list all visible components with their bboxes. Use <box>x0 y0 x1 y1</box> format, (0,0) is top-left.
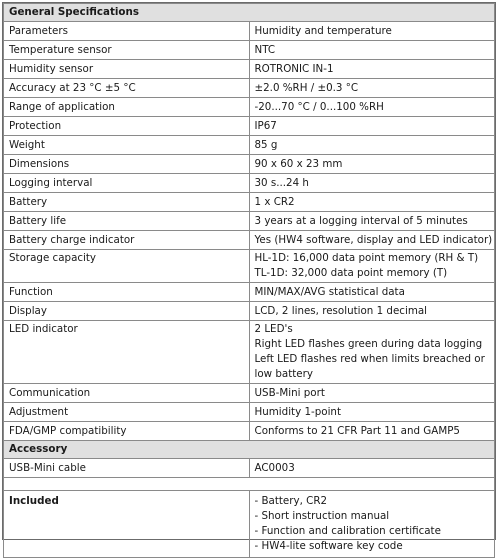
spec-value-line: Left LED flashes red when limits breached or <box>254 353 485 365</box>
spec-row <box>4 60 495 79</box>
spec-value <box>249 212 495 231</box>
spec-value-line: 3 years at a logging interval of 5 minutes <box>254 214 468 227</box>
spec-row <box>4 117 495 136</box>
spec-row <box>4 41 495 60</box>
spec-label: Temperature sensor <box>4 41 250 60</box>
spec-row <box>4 193 495 212</box>
spec-row <box>4 212 495 231</box>
spec-row <box>4 302 495 321</box>
spec-row <box>4 250 495 283</box>
spec-label: Storage capacity <box>4 250 250 283</box>
spec-row <box>4 422 495 441</box>
spec-value-line: Yes (HW4 software, display and LED indicator) <box>254 233 493 246</box>
spec-row <box>4 79 495 98</box>
spec-value-line: 30 s...24 h <box>254 176 309 189</box>
spec-value-line: IP67 <box>254 119 277 132</box>
spec-row <box>4 283 495 302</box>
spec-row <box>4 98 495 117</box>
spec-label: LED indicator <box>4 321 250 384</box>
spec-value-line: TL-1D: 32,000 data point memory (T) <box>254 267 448 279</box>
spec-value <box>249 250 495 283</box>
spec-row <box>4 231 495 250</box>
spec-value <box>249 321 495 384</box>
spec-value-line: USB-Mini port <box>254 386 325 399</box>
spec-value-line: 2 LED's <box>254 323 293 335</box>
general-specifications-header <box>4 4 495 22</box>
spec-label: Parameters <box>4 22 250 41</box>
spec-value <box>249 422 495 441</box>
spec-value <box>249 22 495 41</box>
spec-label: Weight <box>4 136 250 155</box>
spacer-row <box>4 478 495 491</box>
spec-value-line: -20...70 °C / 0...100 %RH <box>254 100 384 113</box>
spec-value-line: ±2.0 %RH / ±0.3 °C <box>254 81 359 94</box>
spec-label: USB-Mini cable <box>4 459 250 478</box>
section-title: General Specifications <box>4 4 495 22</box>
spec-value-line: 1 x CR2 <box>254 195 295 208</box>
spec-label: Protection <box>4 117 250 136</box>
spec-value <box>249 136 495 155</box>
spec-value-line: NTC <box>254 43 276 56</box>
spec-value <box>249 193 495 212</box>
spec-value <box>249 459 495 478</box>
spec-value <box>249 60 495 79</box>
spec-value-line: Right LED flashes green during data logging <box>254 338 483 350</box>
spec-label: Display <box>4 302 250 321</box>
spec-value-line: Humidity and temperature <box>254 24 392 37</box>
spec-value-line: AC0003 <box>254 461 295 474</box>
included-item: - Battery, CR2 <box>254 495 328 507</box>
spec-label: Function <box>4 283 250 302</box>
included-item: - Function and calibration certificate <box>254 525 441 537</box>
included-label: Included <box>4 491 250 558</box>
spec-value <box>249 231 495 250</box>
spec-row <box>4 155 495 174</box>
spec-label: Battery life <box>4 212 250 231</box>
spec-label: Dimensions <box>4 155 250 174</box>
spec-row <box>4 136 495 155</box>
accessory-header <box>4 441 495 459</box>
spec-value-line: low battery <box>254 368 313 380</box>
spec-label: Humidity sensor <box>4 60 250 79</box>
spec-value-line: 90 x 60 x 23 mm <box>254 157 343 170</box>
spec-value <box>249 79 495 98</box>
spec-row <box>4 384 495 403</box>
spec-value <box>249 403 495 422</box>
spec-row <box>4 321 495 384</box>
included-item: - HW4-lite software key code <box>254 540 403 552</box>
spec-label: Battery <box>4 193 250 212</box>
spec-value <box>249 98 495 117</box>
spec-label: Adjustment <box>4 403 250 422</box>
spec-row <box>4 403 495 422</box>
spec-value-line: MIN/MAX/AVG statistical data <box>254 285 405 298</box>
spec-value <box>249 117 495 136</box>
spec-value <box>249 155 495 174</box>
spec-value-line: Humidity 1-point <box>254 405 341 418</box>
spec-label: Logging interval <box>4 174 250 193</box>
section-title: Accessory <box>4 441 495 459</box>
spec-label: Battery charge indicator <box>4 231 250 250</box>
included-item: - Short instruction manual <box>254 510 390 522</box>
spec-value-line: ROTRONIC IN-1 <box>254 62 334 75</box>
spec-value <box>249 384 495 403</box>
spec-value-line: 85 g <box>254 138 278 151</box>
spec-row <box>4 459 495 478</box>
spec-value <box>249 41 495 60</box>
spec-row <box>4 22 495 41</box>
included-items <box>249 491 495 558</box>
spec-row <box>4 174 495 193</box>
specifications-table <box>3 3 495 558</box>
spec-value <box>249 283 495 302</box>
included-row <box>4 491 495 558</box>
spec-value <box>249 302 495 321</box>
spec-label: FDA/GMP compatibility <box>4 422 250 441</box>
spec-label: Communication <box>4 384 250 403</box>
spec-value <box>249 174 495 193</box>
spec-value-line: Conforms to 21 CFR Part 11 and GAMP5 <box>254 424 460 437</box>
specifications-sheet <box>2 2 496 552</box>
spec-value-line: LCD, 2 lines, resolution 1 decimal <box>254 304 428 317</box>
spec-label: Accuracy at 23 °C ±5 °C <box>4 79 250 98</box>
spec-value-line: HL-1D: 16,000 data point memory (RH & T) <box>254 252 479 264</box>
spec-label: Range of application <box>4 98 250 117</box>
